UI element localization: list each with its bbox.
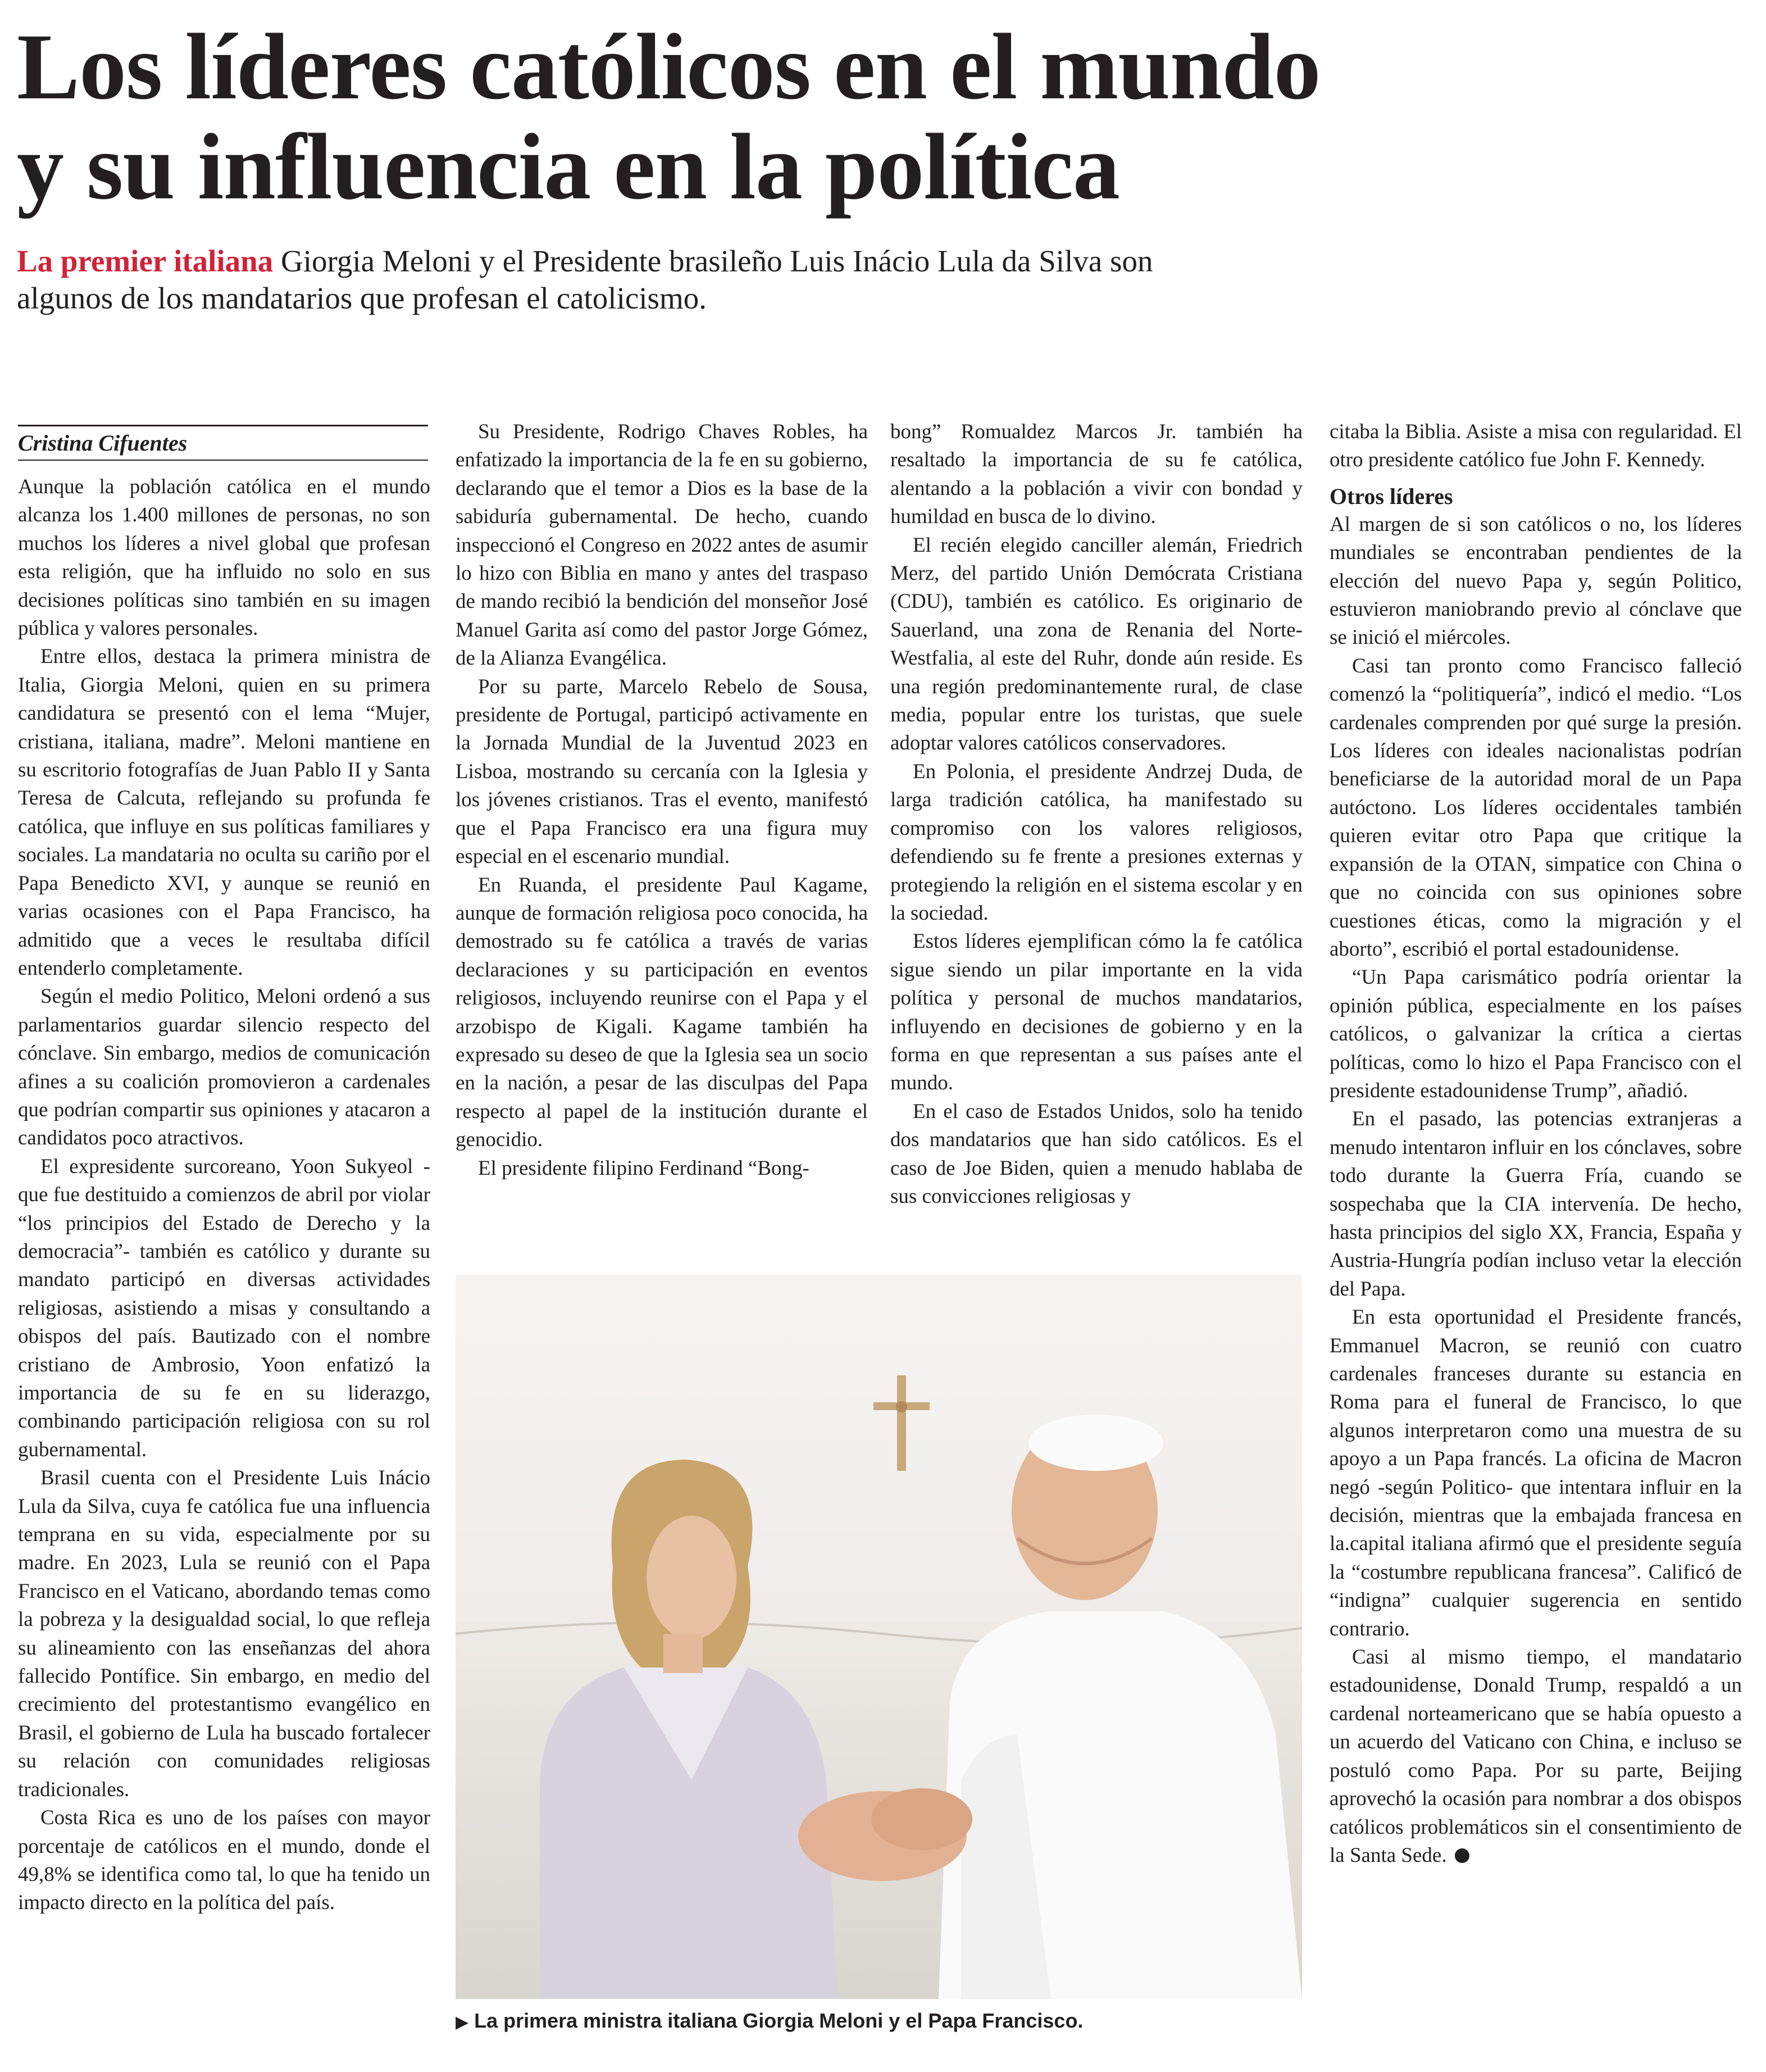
end-of-article-dot-icon: [1455, 1848, 1469, 1863]
paragraph: El presidente filipino Ferdinand “Bong-: [478, 1156, 809, 1180]
paragraph: En el pasado, las potencias extranjeras a menudo intentaron influir en los cónclaves, sobre todo durante la Guerra Fría, cuando se sospechaba que la CIA intervenía. De hecho, hasta principios del siglo XX, Francia, España y Austria-Hungría podían incluso vetar la elección del Papa.: [1330, 1107, 1742, 1301]
paragraph: Al margen de si son católicos o no, los líderes mundiales se encontraban pendientes de la elección del nuevo Papa y, según Politico, estuvieron maniobrando previo al cónclave que se inició el miércoles.: [1330, 512, 1742, 649]
paragraph: “Un Papa carismático podría orientar la opinión pública, especialmente en los países católicos, o galvanizar la crítica a ciertas políticas, como lo hizo el Papa Francisco con el presidente estadounidense Trump”, añadió.: [1330, 966, 1742, 1102]
paragraph: En el caso de Estados Unidos, solo ha tenido dos mandatarios que han sido católicos. Es el caso de Joe Biden, quien a menudo hablaba de sus convicciones religiosas y: [890, 1099, 1303, 1208]
paragraph: Aunque la población católica en el mundo alcanza los 1.400 millones de personas, no son muchos los líderes a nivel global que profesan esta religión, que ha influido no solo en sus decisiones políticas sino también en su imagen pública y valores personales.: [18, 475, 430, 640]
byline-bottom-rule: [18, 460, 428, 461]
paragraph: Costa Rica es uno de los países con mayor porcentaje de católicos en el mundo, donde el 49,8% se identifica como tal, lo que ha tenido un impacto directo en la política del país.: [18, 1806, 430, 1915]
paragraph: Su Presidente, Rodrigo Chaves Robles, ha enfatizado la importancia de la fe en su gobierno, declarando que el temor a Dios es la base de la sabiduría gubernamental. De hecho, cuando inspeccionó el Congreso en 2022 antes de asumir lo hizo con Biblia en mano y antes del traspaso de mando recibió la bendición del monseñor José Manuel Garita así como del pastor Jorge Gómez, de la Alianza Evangélica.: [456, 420, 868, 670]
paragraph: Entre ellos, destaca la primera ministra de Italia, Giorgia Meloni, quien en su primera candidatura se presentó con el lema “Mujer, cristiana, italiana, madre”. Meloni mantiene en su escritorio fotografías de Juan Pablo II y Santa Teresa de Calcuta, reflejando su profunda fe católica, que influye en sus políticas familiares y sociales. La mandataria no oculta su cariño por el Papa Benedicto XVI, y aunque se reunió en varias ocasiones con el Papa Francisco, ha admitido que a veces le resultaba difícil entenderlo completamente.: [18, 645, 430, 980]
paragraph: Estos líderes ejemplifican cómo la fe católica sigue siendo un pilar importante en la vida política y personal de muchos mandatarios, influyendo en decisiones de gobierno y en la forma en que representan a sus países ante el mundo.: [890, 930, 1303, 1095]
column-2: [456, 418, 868, 1183]
deck: [17, 243, 1225, 317]
headline: [17, 17, 1421, 217]
paragraph: En Polonia, el presidente Andrzej Duda, de larga tradición católica, ha manifestado su compromiso con los valores religiosos, defendiendo su fe frente a presiones externas y protegiendo la religión en el sistema escolar y en la sociedad.: [890, 760, 1303, 925]
paragraph: En esta oportunidad el Presidente francés, Emmanuel Macron, se reunió con cuatro cardenales franceses durante su estancia en Roma para el funeral de Francisco, lo que algunos interpretaron como una muestra de su apoyo a un Papa francés. La oficina de Macron negó -según Politico- que intentara influir en la decisión, mientras que la embajada francesa en la.capital italiana afirmó que el presidente seguía la “costumbre republicana francesa”. Calificó de “indigna” cualquier sugerencia en sentido contrario.: [1330, 1306, 1742, 1641]
paragraph: Casi tan pronto como Francisco falleció comenzó la “politiquería”, indicó el medio. “Los cardenales comprenden por qué surge la presión. Los líderes con ideales nacionalistas podrían beneficiarse de la autoridad moral de un Papa autóctono. Los líderes occidentales también quieren evitar otro Papa que critique la expansión de la OTAN, simpatice con China o que no coincida con sus opiniones sobre cuestiones éticas, como la migración y el aborto”, escribió el portal estadounidense.: [1330, 654, 1742, 961]
photo-illustration: [456, 1274, 1302, 1999]
paragraph: bong” Romualdez Marcos Jr. también ha resaltado la importancia de su fe católica, alentando a la población a vivir con bondad y humildad en busca de lo divino.: [890, 420, 1303, 529]
column-3: [890, 418, 1303, 1211]
paragraph: citaba la Biblia. Asiste a misa con regularidad. El otro presidente católico fue John F. Kennedy.: [1330, 420, 1742, 472]
deck-text: Giorgia Meloni y el Presidente brasileño Luis Inácio Lula da Silva son algunos de los mandatarios que profesan el catolicismo.: [17, 244, 1153, 315]
photo-caption: [456, 2009, 1302, 2035]
headline-line-1: Los líderes católicos en el mundo: [17, 15, 1321, 119]
paragraph: El recién elegido canciller alemán, Friedrich Merz, del partido Unión Demócrata Cristiana (CDU), también es católico. Es originario de Sauerland, una zona de Renania del Norte-Westfalia, al este del Ruhr, donde aún reside. Es una región predominantemente rural, de clase media, popular entre los turistas, que suele adoptar valores católicos conservadores.: [890, 533, 1303, 755]
byline-top-rule: [18, 425, 428, 426]
column-4: [1330, 418, 1742, 1870]
paragraph: El expresidente surcoreano, Yoon Sukyeol -que fue destituido a comienzos de abril por violar “los principios del Estado de Derecho y la democracia”- también es católico y durante su mandato participó en diversas actividades religiosas, asistiendo a misas y consultando a obispos del país. Bautizado con el nombre cristiano de Ambrosio, Yoon enfatizó la importancia de su fe en su liderazgo, combinando participación religiosa con su rol gubernamental.: [18, 1155, 430, 1461]
headline-line-2: y su influencia en la política: [17, 115, 1119, 219]
byline: Cristina Cifuentes: [18, 430, 188, 456]
paragraph: Brasil cuenta con el Presidente Luis Inácio Lula da Silva, cuya fe católica fue una influencia temprana en su vida, especialmente por su madre. En 2023, Lula se reunió con el Papa Francisco en el Vaticano, abordando temas como la pobreza y la desigualdad social, lo que refleja su alineamiento con las enseñanzas del ahora fallecido Pontífice. Sin embargo, en medio del crecimiento del protestantismo evangélico en Brasil, el gobierno de Lula ha buscado fortalecer su relación con comunidades religiosas tradicionales.: [18, 1466, 430, 1801]
photo-meloni-pope-francis: [456, 1274, 1302, 1999]
caption-text: La primera ministra italiana Giorgia Meloni y el Papa Francisco.: [474, 2009, 1084, 2032]
paragraph: En Ruanda, el presidente Paul Kagame, aunque de formación religiosa poco conocida, ha demostrado su fe católica a través de varias declaraciones y su participación en eventos religiosos, incluyendo reunirse con el Papa y el arzobispo de Kigali. Kagame también ha expresado su deseo de que la Iglesia sea un socio en la nación, a pesar de las disculpas del Papa respecto al papel de la institución durante el genocidio.: [456, 873, 868, 1152]
subheading-otros-lideres: Otros líderes: [1330, 483, 1453, 509]
paragraph-last: [1330, 1643, 1742, 1870]
deck-kicker: La premier italiana: [17, 244, 274, 278]
paragraph: Según el medio Politico, Meloni ordenó a sus parlamentarios guardar silencio respecto del cónclave. Sin embargo, medios de comunicación afines a su coalición promovieron a cardenales que podrían compartir sus opiniones y atacaron a candidatos poco atractivos.: [18, 985, 430, 1150]
column-1: [18, 473, 430, 1917]
paragraph: Por su parte, Marcelo Rebelo de Sousa, presidente de Portugal, participó activamente en la Jornada Mundial de la Juventud 2023 en Lisboa, mostrando su cercanía con la Iglesia y los jóvenes cristianos. Tras el evento, manifestó que el Papa Francisco era una figura muy especial en el escenario mundial.: [456, 675, 868, 869]
caption-triangle-icon: ▶: [456, 2013, 469, 2032]
paragraph-text: Casi al mismo tiempo, el mandatario estadounidense, Donald Trump, respaldó a un cardenal norteamericano que se había opuesto a un acuerdo del Vaticano con China, e incluso se postuló como Papa. Por su parte, Beijing aprovechó la ocasión para nombrar a dos obispos católicos problemáticos sin el consentimiento de la Santa Sede.: [1330, 1646, 1742, 1867]
